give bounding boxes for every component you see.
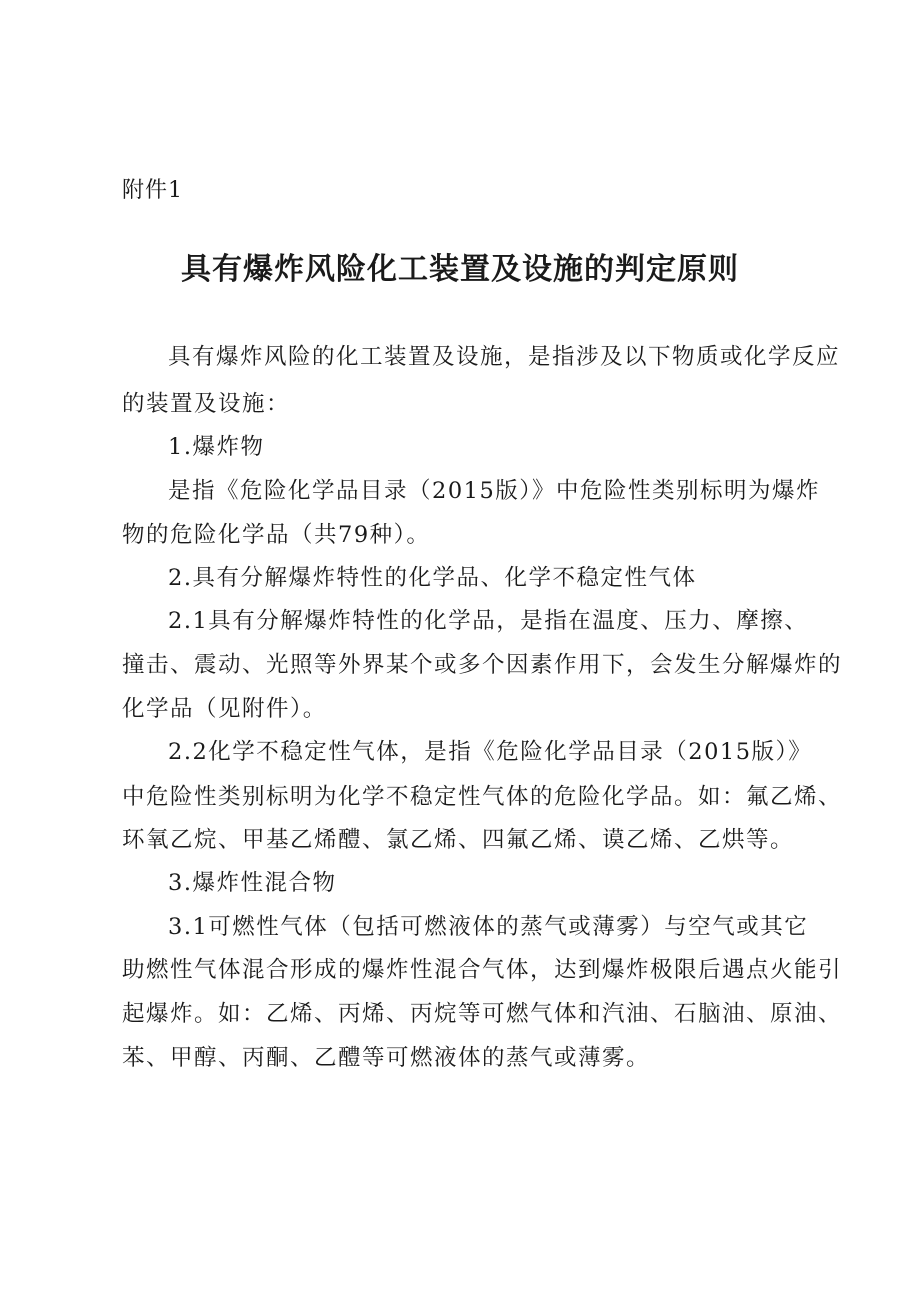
paragraph-line: 物的危险化学品（共79种）。 xyxy=(122,522,431,548)
attachment-label: 附件1 xyxy=(122,178,183,203)
section-heading: 2.具有分解爆炸特性的化学品、化学不稳定性气体 xyxy=(168,565,697,591)
section-heading: 1.爆炸物 xyxy=(168,434,265,460)
paragraph-line: 具有爆炸风险的化工装置及设施，是指涉及以下物质或化学反应 xyxy=(168,344,841,370)
paragraph-line: 苯、甲醇、丙酮、乙醴等可燃液体的蒸气或薄雾。 xyxy=(122,1045,651,1071)
paragraph-line: 中危险性类别标明为化学不稳定性气体的危险化学品。如：氟乙烯、 xyxy=(122,784,843,810)
paragraph-line: 起爆炸。如：乙烯、丙烯、丙烷等可燃气体和汽油、石脑油、原油、 xyxy=(122,1001,843,1027)
paragraph-line: 2.2化学不稳定性气体，是指《危险化学品目录（2015版）》 xyxy=(168,739,813,765)
paragraph-line: 助燃性气体混合形成的爆炸性混合气体，达到爆炸极限后遇点火能引 xyxy=(122,957,843,983)
paragraph-line: 2.1具有分解爆炸特性的化学品，是指在温度、压力、摩擦、 xyxy=(168,608,809,634)
paragraph-line: 环氧乙烷、甲基乙烯醴、氯乙烯、四氟乙烯、谟乙烯、乙烘等。 xyxy=(122,827,795,853)
paragraph-line: 的装置及设施： xyxy=(122,391,291,417)
paragraph-line: 3.1可燃性气体（包括可燃液体的蒸气或薄雾）与空气或其它 xyxy=(168,914,809,940)
paragraph-line: 是指《危险化学品目录（2015版）》中危险性类别标明为爆炸 xyxy=(168,478,821,504)
paragraph-line: 撞击、震动、光照等外界某个或多个因素作用下，会发生分解爆炸的 xyxy=(122,652,843,678)
paragraph-line: 化学品（见附件）。 xyxy=(122,696,327,722)
section-heading: 3.爆炸性混合物 xyxy=(168,870,337,896)
document-title: 具有爆炸风险化工装置及设施的判定原则 xyxy=(181,252,739,287)
